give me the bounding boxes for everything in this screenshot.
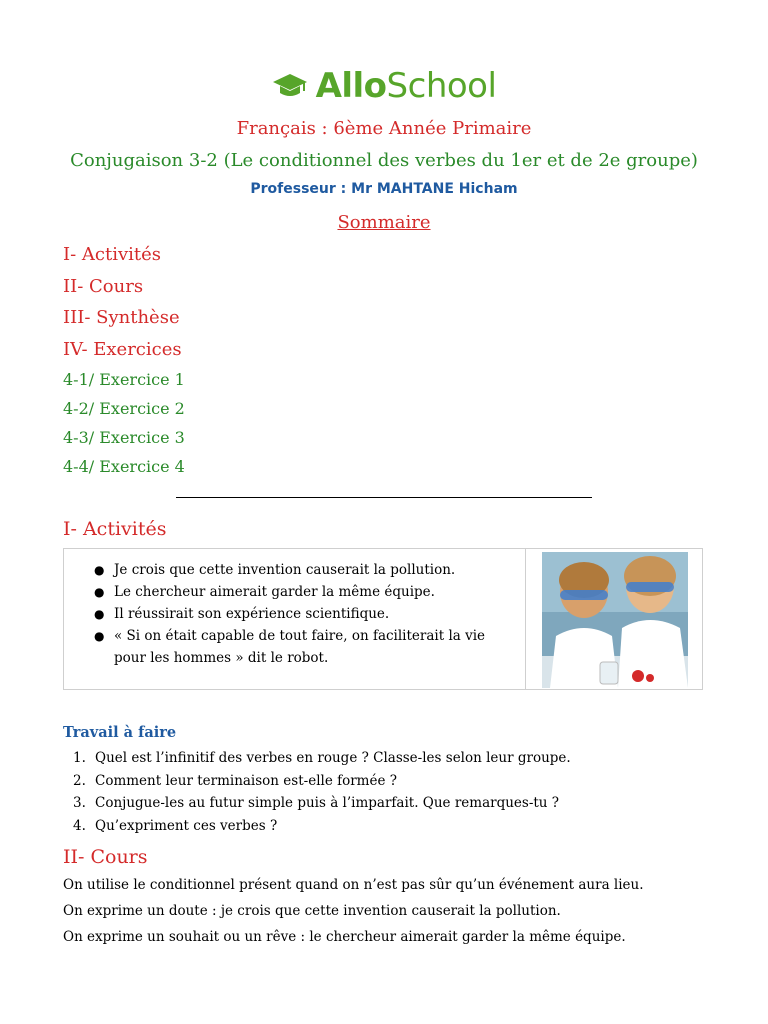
subject-title: Français : 6ème Année Primaire bbox=[236, 118, 532, 139]
summary-item-exercice-3[interactable]: 4-3/ Exercice 3 bbox=[63, 428, 185, 447]
activities-sentences bbox=[94, 559, 504, 669]
activity-sentence: ● Le chercheur aimerait garder la même équipe. bbox=[94, 584, 435, 600]
summary-item-exercices[interactable]: IV- Exercices bbox=[63, 338, 182, 360]
summary-item-exercice-2[interactable]: 4-2/ Exercice 2 bbox=[63, 399, 185, 418]
work-item: 4. Qu’expriment ces verbes ? bbox=[73, 817, 278, 834]
summary-title: Sommaire bbox=[337, 212, 431, 233]
professor-name: Professeur : Mr MAHTANE Hicham bbox=[250, 181, 518, 197]
work-item: 2. Comment leur terminaison est-elle formée ? bbox=[73, 772, 397, 789]
box-divider bbox=[525, 549, 526, 689]
work-list bbox=[73, 747, 571, 837]
course-paragraph: On exprime un souhait ou un rêve : le chercheur aimerait garder la même équipe. bbox=[63, 929, 626, 945]
summary-item-exercice-1[interactable]: 4-1/ Exercice 1 bbox=[63, 370, 185, 389]
summary-item-activites[interactable]: I- Activités bbox=[63, 244, 162, 265]
work-item: 1. Quel est l’infinitif des verbes en rouge ? Classe-les selon leur groupe. bbox=[73, 750, 571, 766]
chapter-title: Conjugaison 3-2 (Le conditionnel des verbes du 1er et de 2e groupe) bbox=[70, 150, 698, 171]
work-item: 3. Conjugue-les au futur simple puis à l’imparfait. Que remarques-tu ? bbox=[73, 795, 560, 811]
section-divider bbox=[176, 497, 592, 498]
activities-title: I- Activités bbox=[63, 518, 167, 540]
summary-item-cours[interactable]: II- Cours bbox=[63, 275, 144, 297]
children-lab-photo bbox=[542, 552, 688, 688]
course-paragraph: On utilise le conditionnel présent quand on n’est pas sûr qu’un événement aura lieu. bbox=[63, 877, 644, 893]
course-paragraph: On exprime un doute : je crois que cette invention causerait la pollution. bbox=[63, 903, 561, 919]
summary-item-synthese[interactable]: III- Synthèse bbox=[63, 307, 180, 328]
activity-sentence: ● « Si on était capable de tout faire, on faciliterait la vie pour les hommes » dit le robot. bbox=[94, 628, 486, 666]
summary-item-exercice-4[interactable]: 4-4/ Exercice 4 bbox=[63, 457, 185, 476]
course-title: II- Cours bbox=[63, 846, 148, 868]
work-title: Travail à faire bbox=[63, 724, 177, 741]
activity-sentence: ● Il réussirait son expérience scientifique. bbox=[94, 606, 390, 622]
logo-text: AlloSchool bbox=[315, 66, 497, 106]
activities-box bbox=[63, 548, 703, 690]
graduation-cap-icon bbox=[272, 71, 308, 101]
activity-sentence: ● Je crois que cette invention causerait la pollution. bbox=[94, 562, 456, 578]
summary-list bbox=[63, 242, 185, 484]
alloschool-logo bbox=[0, 66, 768, 106]
